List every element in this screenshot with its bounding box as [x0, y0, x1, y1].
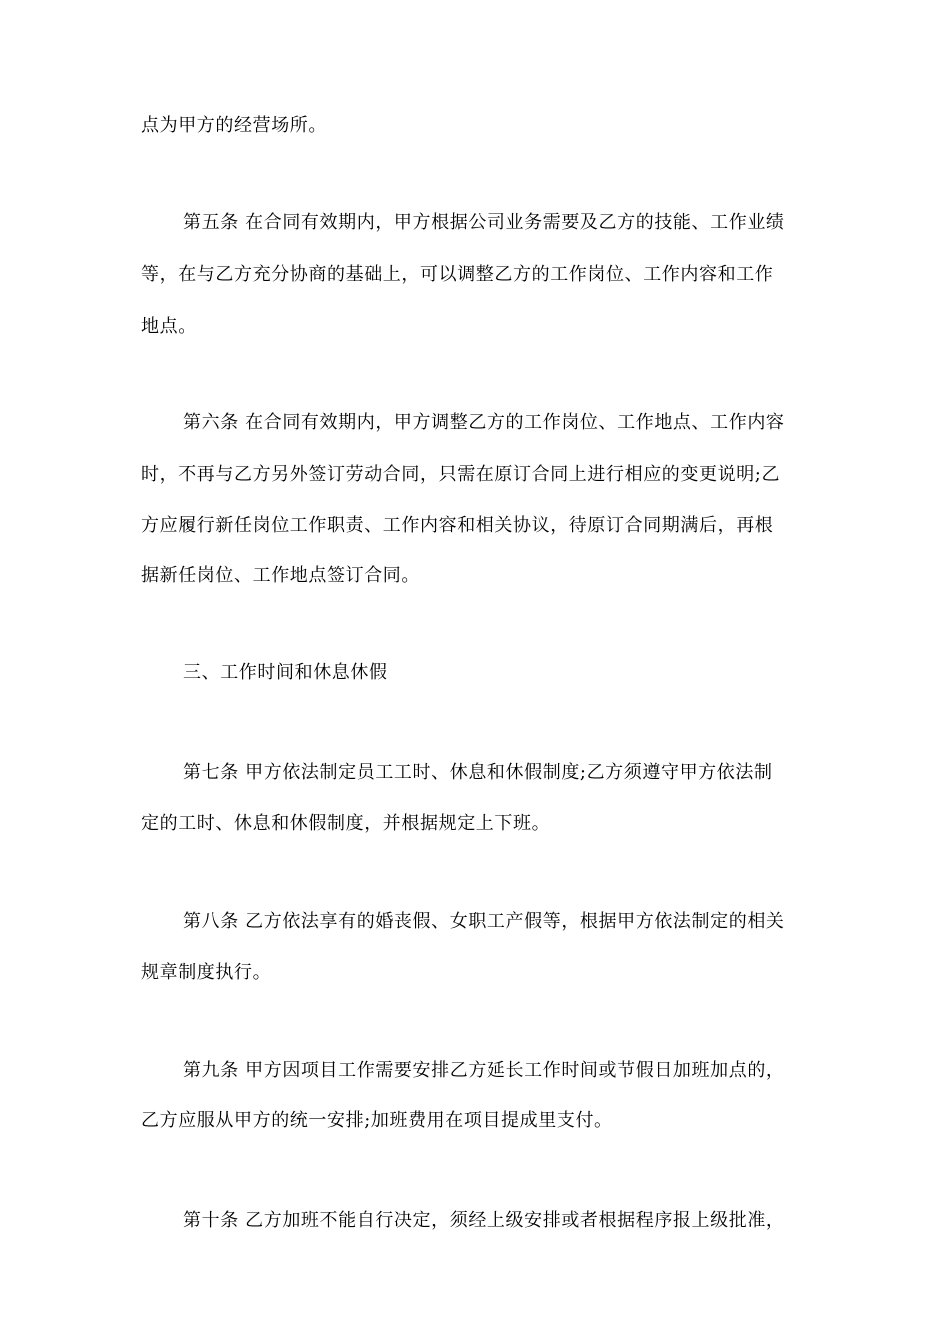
article-7-line-2: 定的工时、休息和休假制度，并根据规定上下班。	[141, 813, 551, 834]
article-8-line-2: 规章制度执行。	[141, 962, 272, 983]
article-6-line-4: 据新任岗位、工作地点签订合同。	[141, 565, 420, 586]
article-6-line-2: 时，不再与乙方另外签订劳动合同，只需在原订合同上进行相应的变更说明;乙	[141, 464, 781, 485]
article-8-line-1: 第八条 乙方依法享有的婚丧假、女职工产假等，根据甲方依法制定的相关	[183, 911, 785, 932]
article-10-line-1: 第十条 乙方加班不能自行决定，须经上级安排或者根据程序报上级批准，	[183, 1210, 785, 1231]
section-3-heading: 三、工作时间和休息休假	[183, 662, 388, 683]
article-6-line-1: 第六条 在合同有效期内，甲方调整乙方的工作岗位、工作地点、工作内容	[183, 412, 785, 433]
paragraph-continuation-line-1: 点为甲方的经营场所。	[141, 115, 327, 136]
article-7-line-1: 第七条 甲方依法制定员工工时、休息和休假制度;乙方须遵守甲方依法制	[183, 762, 773, 783]
article-6-line-3: 方应履行新任岗位工作职责、工作内容和相关协议，待原订合同期满后，再根	[141, 515, 774, 536]
article-5-line-3: 地点。	[141, 316, 197, 337]
article-9-line-1: 第九条 甲方因项目工作需要安排乙方延长工作时间或节假日加班加点的，	[183, 1060, 785, 1081]
article-5-line-1: 第五条 在合同有效期内，甲方根据公司业务需要及乙方的技能、工作业绩	[183, 212, 785, 233]
article-5-line-2: 等，在与乙方充分协商的基础上，可以调整乙方的工作岗位、工作内容和工作	[141, 264, 774, 285]
article-9-line-2: 乙方应服从甲方的统一安排;加班费用在项目提成里支付。	[141, 1110, 613, 1131]
